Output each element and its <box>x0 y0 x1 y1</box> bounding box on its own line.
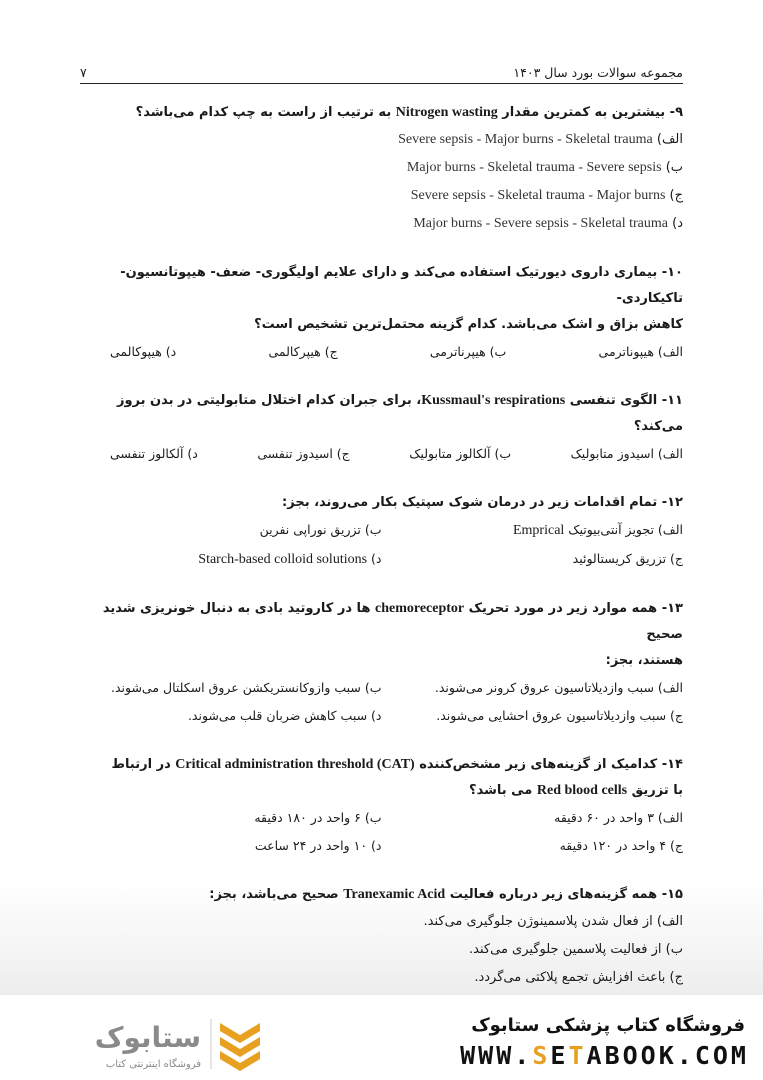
option-label: ج) <box>669 188 683 203</box>
stem-english-term: Nitrogen wasting <box>395 105 498 120</box>
stem-text: ۱۳- همه موارد زیر در مورد تحریک <box>468 601 683 616</box>
option-text: الف) تجویز آنتی‌بیوتیک <box>568 522 683 537</box>
question-14-stem <box>80 752 683 778</box>
url-part-accent: S <box>532 1041 551 1070</box>
option-c: ج) ۴ واحد در ۱۲۰ دقیقه <box>559 838 683 853</box>
stem-text: می باشد؟ <box>469 783 533 798</box>
question-12 <box>80 490 683 574</box>
option-label: الف) <box>656 132 683 147</box>
option-d: د) آلکالوز تنفسی <box>110 446 198 461</box>
option-a: الف) ۳ واحد در ۶۰ دقیقه <box>554 810 683 825</box>
question-13-stem <box>80 596 683 648</box>
option-d <box>80 545 382 574</box>
option-b: ب) آلکالوز متابولیک <box>409 446 512 461</box>
stem-english-term: Tranexamic Acid <box>343 887 446 902</box>
option-c <box>80 182 683 210</box>
url-part: BOOK <box>604 1041 677 1070</box>
option-a <box>80 126 683 154</box>
options-row <box>80 338 683 366</box>
option-c: ج) سبب وازدیلاتاسیون عروق احشایی می‌شوند. <box>436 708 683 723</box>
stem-text: در ارتباط <box>111 757 171 772</box>
question-15-stem <box>80 882 683 908</box>
questions-content <box>80 100 683 1042</box>
store-name: فروشگاه کتاب پزشکی ستابوک <box>471 1015 745 1036</box>
option-c: ج) هیپرکالمی <box>268 344 338 359</box>
option-text: Major burns - Skeletal trauma - Severe sepsis <box>406 160 662 175</box>
option-english-term: Emprical <box>512 523 565 538</box>
option-b: ب) هیپرناترمی <box>429 344 507 359</box>
question-11 <box>80 388 683 468</box>
question-9 <box>80 100 683 238</box>
option-b: ب) ۶ واحد در ۱۸۰ دقیقه <box>254 810 382 825</box>
option-b: ب) سبب وازوکانستریکشن عروق اسکلتال می‌شوند. <box>110 680 382 695</box>
option-a: الف) اسیدوز متابولیک <box>570 446 683 461</box>
option-text: Severe sepsis - Skeletal trauma - Major burns <box>410 188 666 203</box>
stem-text: ۱۵- همه گزینه‌های زیر درباره فعالیت <box>449 887 683 902</box>
stem-text: ۱۱- الگوی تنفسی <box>569 393 683 408</box>
stem-text: ها در کاروتید بادی به دنبال خونریزی شدید صحیح <box>102 601 683 642</box>
page-number: ۷ <box>80 65 87 80</box>
question-10-stem: ۱۰- بیماری داروی دیورتیک استفاده می‌کند و دارای علایم اولیگوری- ضعف- هیپوتانسیون- تاکیکاردی- <box>120 265 683 306</box>
question-9-stem <box>80 100 683 126</box>
options-grid <box>80 674 683 730</box>
option-d: د) سبب کاهش ضربان قلب می‌شوند. <box>187 708 382 723</box>
options-grid <box>80 804 683 860</box>
option-b: ب) تزریق نوراپی نفرین <box>259 522 382 537</box>
option-text: Severe sepsis - Major burns - Skeletal trauma <box>398 132 653 147</box>
option-label: ب) <box>665 160 683 175</box>
stem-text: با تزریق <box>631 783 683 798</box>
stem-text: صحیح می‌باشد، بجز: <box>209 887 339 902</box>
question-12-stem: ۱۲- تمام اقدامات زیر در درمان شوک سپتیک بکار می‌روند، بجز: <box>282 495 683 510</box>
question-11-stem <box>80 388 683 440</box>
stem-text: ۹- بیشترین به کمترین مقدار <box>502 105 683 120</box>
option-c: ج) باعث افزایش تجمع پلاکتی می‌گردد. <box>474 970 683 985</box>
option-a: الف) از فعال شدن پلاسمینوژن جلوگیری می‌کند. <box>423 914 683 929</box>
options-grid <box>80 516 683 574</box>
question-13 <box>80 596 683 730</box>
stem-english-term: Critical administration threshold (CAT) <box>175 757 415 772</box>
question-10 <box>80 260 683 366</box>
stem-english-term: Kussmaul's respirations <box>421 393 566 408</box>
option-label: د) <box>371 551 382 566</box>
logo-subtitle: فروشگاه اینترنتی کتاب <box>105 1059 201 1070</box>
page-header <box>80 62 683 84</box>
option-c: ج) اسیدوز تنفسی <box>257 446 350 461</box>
url-part: E <box>550 1041 569 1070</box>
option-a: الف) هیپوناترمی <box>598 344 683 359</box>
url-part: A <box>586 1041 605 1070</box>
option-d: د) ۱۰ واحد در ۲۴ ساعت <box>254 838 382 853</box>
option-english-term: Starch-based colloid solutions <box>198 552 368 567</box>
option-d <box>80 210 683 238</box>
question-14 <box>80 752 683 860</box>
question-14-stem-line2 <box>80 778 683 804</box>
option-label: د) <box>672 216 683 231</box>
url-part-accent: T <box>568 1041 587 1070</box>
options-row <box>80 440 683 468</box>
store-url[interactable] <box>460 1041 749 1070</box>
stem-text: ، برای جبران کدام اختلال متابولیتی در بدن بروز می‌کند؟ <box>116 393 683 434</box>
stem-english-term: Red blood cells <box>536 783 628 798</box>
url-part: .COM <box>676 1041 749 1070</box>
url-part: WWW. <box>460 1041 533 1070</box>
question-13-stem-line2: هستند، بجز: <box>605 653 683 668</box>
store-footer <box>0 995 763 1080</box>
option-d: د) هیپوکالمی <box>110 344 177 359</box>
option-a <box>382 516 684 545</box>
stem-english-term: chemoreceptor <box>374 601 465 616</box>
setabook-logo <box>36 1013 296 1075</box>
logo-graphic <box>36 1013 296 1075</box>
option-b: ب) از فعالیت پلاسمین جلوگیری می‌کند. <box>469 942 683 957</box>
option-c: ج) تزریق کریستالوئید <box>572 551 683 566</box>
stem-text: به ترتیب از راست به چپ کدام می‌باشد؟ <box>135 105 392 120</box>
logo-text: ستابوک <box>94 1021 201 1054</box>
stem-text: ۱۴- کدامیک از گزینه‌های زیر مشخص‌کننده <box>419 757 683 772</box>
option-b <box>80 154 683 182</box>
chevron-logo-icon <box>220 1023 260 1071</box>
option-text: Major burns - Severe sepsis - Skeletal trauma <box>413 216 668 231</box>
question-10-stem-line2: کاهش بزاق و اشک می‌باشد. کدام گزینه محتمل‌ترین تشخیص است؟ <box>254 317 683 332</box>
header-title: مجموعه سوالات بورد سال ۱۴۰۳ <box>513 65 683 80</box>
option-a: الف) سبب وازدیلاتاسیون عروق کرونر می‌شوند. <box>434 680 683 695</box>
